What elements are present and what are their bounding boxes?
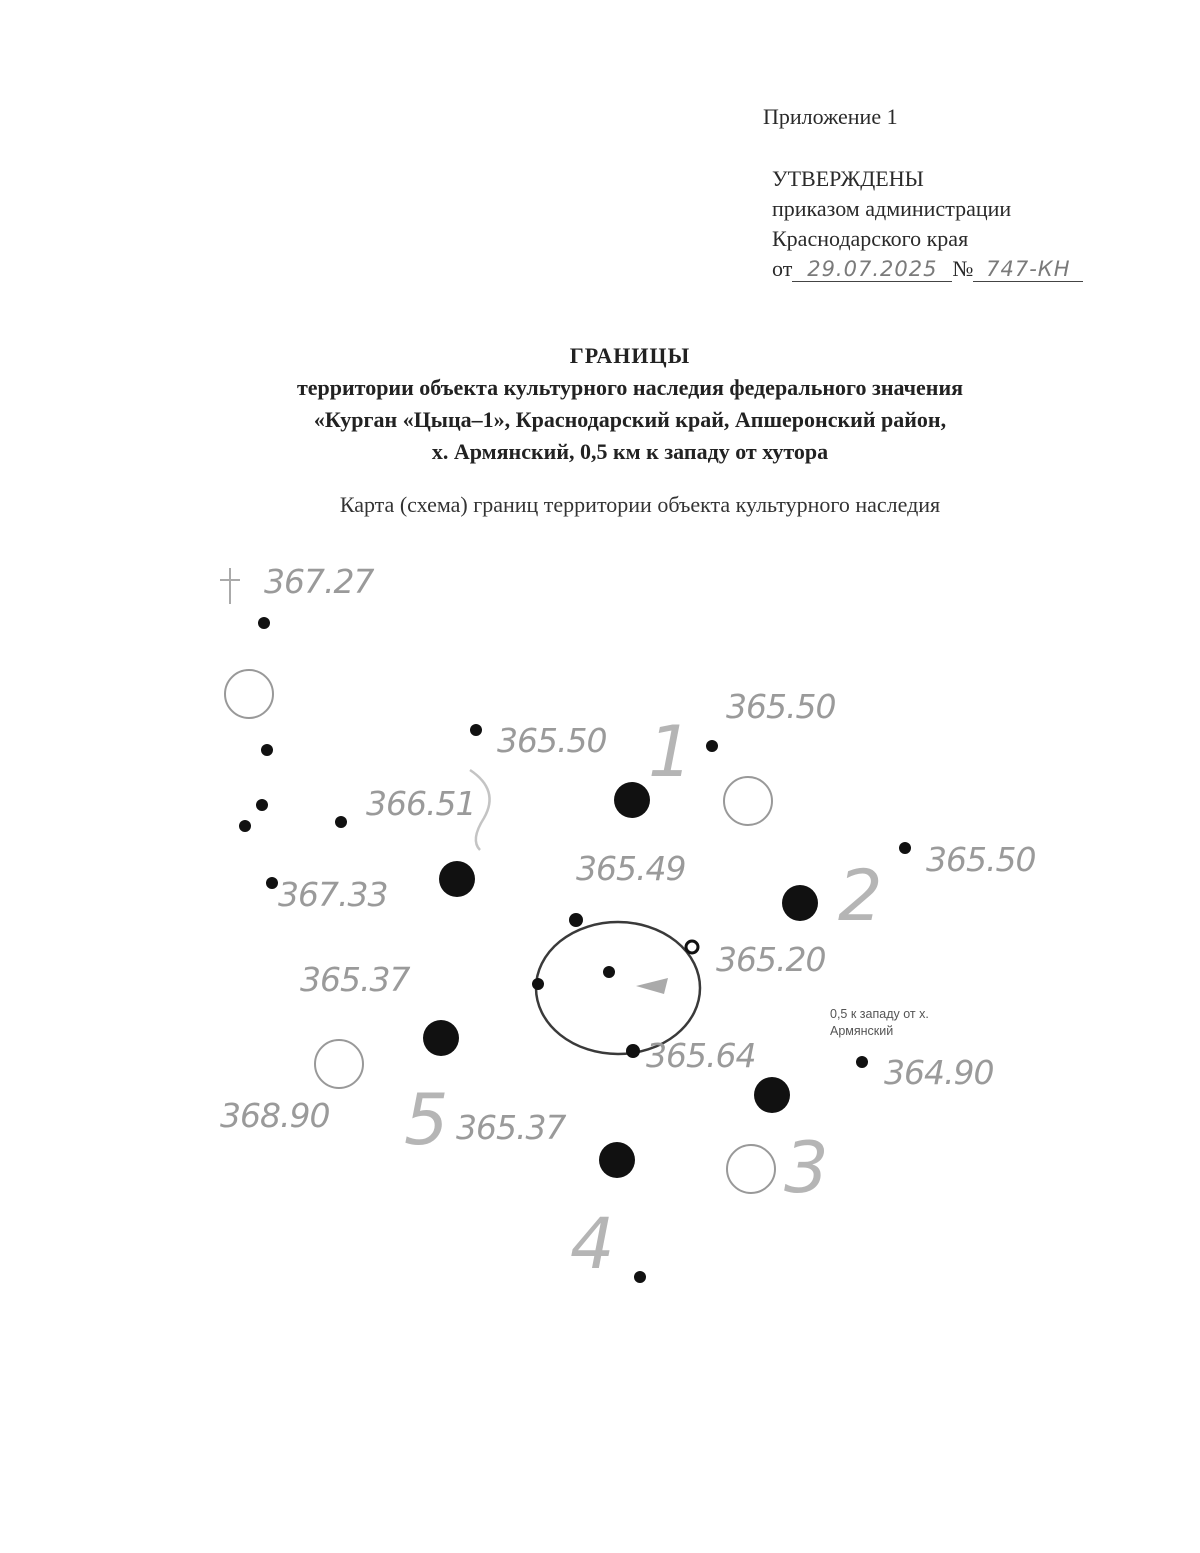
elevation-point xyxy=(261,744,273,756)
title-heading: ГРАНИЦЫ xyxy=(569,343,691,368)
elevation-label: 366.51 xyxy=(366,784,476,823)
elevation-point xyxy=(686,941,698,953)
handwritten-date: 29.07.2025 xyxy=(792,257,952,282)
elevation-label: 368.90 xyxy=(220,1096,330,1135)
title-line-3: х. Армянский, 0,5 км к западу от хутора xyxy=(431,439,829,464)
elevation-label: 365.37 xyxy=(456,1108,566,1147)
elevation-point xyxy=(899,842,911,854)
elevation-point xyxy=(569,913,583,927)
kurgan-boundary-outline xyxy=(536,922,700,1054)
boundary-point-3-marker xyxy=(754,1077,790,1113)
boundary-point-1-marker xyxy=(614,782,650,818)
boundary-point-4-marker xyxy=(599,1142,635,1178)
elevation-label: 365.50 xyxy=(497,721,607,760)
elevation-point xyxy=(706,740,718,752)
settlement-label-line-2: Армянский xyxy=(830,1024,894,1038)
settlement-label xyxy=(830,1006,970,1040)
elevation-label: 365.37 xyxy=(300,960,410,999)
elevation-point xyxy=(634,1271,646,1283)
open-circle-marker xyxy=(724,777,772,825)
appendix-label: Приложение 1 xyxy=(763,104,898,129)
boundary-point-number: 4 xyxy=(570,1203,615,1285)
elevation-label: 365.64 xyxy=(646,1036,756,1075)
cross-marker-icon xyxy=(220,568,240,604)
elevation-point xyxy=(470,724,482,736)
elevation-point xyxy=(335,816,347,828)
elevation-label: 367.27 xyxy=(264,562,374,601)
boundary-point-marker xyxy=(439,861,475,897)
elevation-label: 364.90 xyxy=(884,1053,994,1092)
boundary-point-2-marker xyxy=(782,885,818,921)
map-caption: Карта (схема) границ территории объекта культурного наследия xyxy=(339,492,941,517)
elevation-label: 365.50 xyxy=(726,687,836,726)
boundary-point-number: 5 xyxy=(404,1079,449,1161)
title-line-2: «Курган «Цыца–1», Краснодарский край, Апшеронский район, xyxy=(313,407,947,432)
elevation-label: 365.20 xyxy=(716,940,826,979)
elevation-label: 365.50 xyxy=(926,840,1036,879)
direction-arrow-icon xyxy=(636,978,668,994)
open-circle-marker xyxy=(727,1145,775,1193)
boundary-point-number: 1 xyxy=(648,711,693,793)
boundary-point-number: 3 xyxy=(784,1127,829,1209)
elevation-point xyxy=(532,978,544,990)
handwritten-order-number: 747-КН xyxy=(973,257,1083,282)
open-circle-marker xyxy=(315,1040,363,1088)
approval-line-3: Краснодарского края xyxy=(772,226,969,251)
settlement-label-line-1: 0,5 к западу от х. xyxy=(830,1007,929,1021)
elevation-label: 365.49 xyxy=(576,849,686,888)
elevation-point xyxy=(239,820,251,832)
open-circle-marker xyxy=(225,670,273,718)
number-sign: № xyxy=(952,256,974,281)
elevation-label: 367.33 xyxy=(278,875,388,914)
boundary-point-number: 2 xyxy=(838,855,883,937)
elevation-point xyxy=(256,799,268,811)
approval-line-1: УТВЕРЖДЕНЫ xyxy=(772,166,924,191)
elevation-point xyxy=(603,966,615,978)
date-prefix: от xyxy=(772,256,793,281)
elevation-point xyxy=(258,617,270,629)
elevation-point xyxy=(626,1044,640,1058)
title-line-1: территории объекта культурного наследия федерального значения xyxy=(296,375,964,400)
elevation-point xyxy=(266,877,278,889)
approval-line-2: приказом администрации xyxy=(772,196,1012,221)
boundary-point-5-marker xyxy=(423,1020,459,1056)
elevation-point xyxy=(856,1056,868,1068)
